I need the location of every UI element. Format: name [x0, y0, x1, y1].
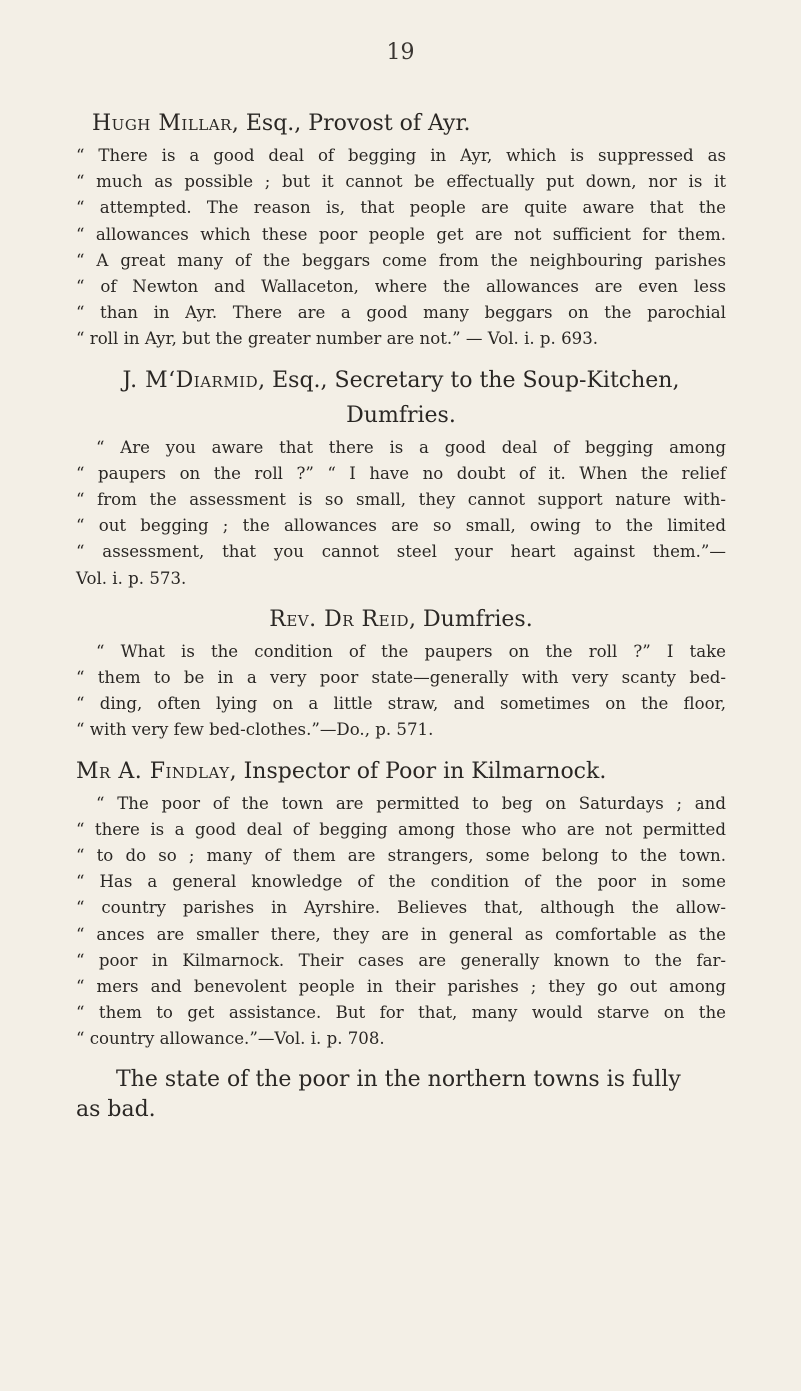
- text-line: “ roll in Ayr, but the greater number are not.” — Vol. i. p. 693.: [76, 329, 599, 349]
- text-line: “ country parishes in Ayrshire. Believes that, although the allow-: [76, 898, 726, 918]
- text-line: “ poor in Kilmarnock. Their cases are generally known to the far-: [76, 950, 726, 970]
- conclusion-line: The state of the poor in the northern towns is fully: [116, 1066, 681, 1092]
- witness-name: Hugh Millar: [92, 111, 232, 136]
- page-number: 19: [386, 40, 415, 65]
- text-line: “ there is a good deal of begging among those who are not permitted: [76, 819, 726, 839]
- text-line: “ A great many of the beggars come from the neighbouring parishes: [76, 250, 726, 270]
- text-line: “ country allowance.”—Vol. i. p. 708.: [76, 1029, 385, 1049]
- text-line: “ assessment, that you cannot steel your heart against them.”—: [76, 542, 726, 562]
- text-line: “ allowances which these poor people get are not sufficient for them.: [76, 224, 726, 244]
- witness-name: Rev. Dr Reid: [269, 606, 410, 632]
- text-line: “ What is the condition of the paupers on the roll ?” I take: [96, 641, 726, 661]
- testimony-reid: [76, 604, 726, 744]
- text-line: “ than in Ayr. There are a good many beggars on the parochial: [76, 303, 726, 323]
- witness-title: , Dumfries.: [409, 606, 533, 632]
- witness-title: , Esq., Secretary to the Soup-Kitchen,: [258, 367, 680, 393]
- text-line: “ out begging ; the allowances are so small, owing to the limited: [76, 516, 726, 536]
- text-line: “ mers and benevolent people in their parishes ; they go out among: [76, 977, 726, 997]
- witness-title: , Esq., Provost of Ayr.: [231, 111, 471, 136]
- text-line: “ of Newton and Wallaceton, where the allowances are even less: [76, 277, 726, 297]
- testimony-mdiarmid: [76, 365, 726, 592]
- text-line: “ ding, often lying on a little straw, and sometimes on the floor,: [76, 694, 726, 714]
- text-line: “ attempted. The reason is, that people are quite aware that the: [76, 198, 726, 218]
- testimony-findlay: [76, 756, 726, 1053]
- section-heading: [76, 756, 726, 787]
- witness-name: Mr A. Findlay: [76, 758, 230, 784]
- text-line: “ much as possible ; but it cannot be effectually put down, nor is it: [76, 172, 726, 192]
- text-line: “ to do so ; many of them are strangers, some belong to the town.: [76, 846, 726, 866]
- section-heading: [76, 604, 726, 635]
- section-heading: [76, 365, 726, 396]
- text-line: “ them to be in a very poor state—generally with very scanty bed-: [76, 668, 726, 688]
- witness-title: , Inspector of Poor in Kilmarnock.: [229, 758, 607, 784]
- text-line: “ from the assessment is so small, they cannot support nature with-: [76, 490, 726, 510]
- text-line: “ ances are smaller there, they are in general as comfortable as the: [76, 924, 726, 944]
- text-line: “ Are you aware that there is a good deal of begging among: [96, 437, 726, 457]
- text-line: “ There is a good deal of begging in Ayr, which is suppressed as: [76, 146, 726, 165]
- text-line: “ them to get assistance. But for that, many would starve on the: [76, 1003, 726, 1023]
- conclusion-line: as bad.: [76, 1096, 156, 1122]
- witness-name: J. M‘Diarmid: [122, 367, 259, 393]
- text-line: Vol. i. p. 573.: [76, 568, 187, 588]
- section-subheading: Dumfries.: [346, 402, 456, 428]
- text-line: “ The poor of the town are permitted to beg on Saturdays ; and: [96, 793, 726, 813]
- testimony-millar: [76, 108, 726, 353]
- page-content: [76, 108, 726, 1125]
- text-line: “ Has a general knowledge of the condition of the poor in some: [76, 872, 726, 892]
- text-line: “ with very few bed-clothes.”—Do., p. 571.: [76, 720, 434, 740]
- text-line: “ paupers on the roll ?” “ I have no doubt of it. When the relief: [76, 463, 726, 483]
- section-heading: [76, 108, 726, 139]
